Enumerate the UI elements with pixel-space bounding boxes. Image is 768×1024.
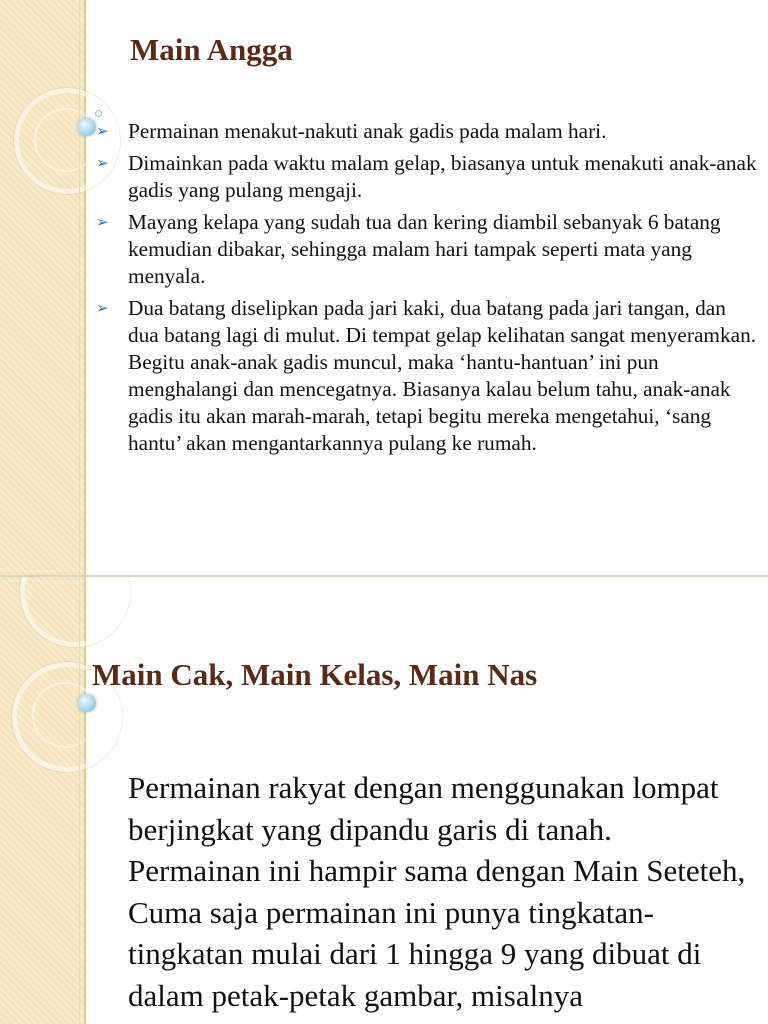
bullet-item [96,295,758,457]
decorative-bubble [78,694,96,712]
decorative-bubble [78,118,96,136]
decorative-ring-inner [32,682,98,748]
bullet-text: Mayang kelapa yang sudah tua dan kering diambil sebanyak 6 batang kemudian dibakar, sehingga malam hari tampak seperti mata yang menyala. [128,210,721,288]
bullet-item [96,150,758,204]
bullet-item [96,118,758,145]
bullet-item [96,209,758,290]
bullet-text: Permainan menakut-nakuti anak gadis pada malam hari. [128,119,607,143]
bullet-arrow-icon: ➢ [96,122,109,140]
slide-paragraph: Permainan rakyat dengan menggunakan lompat berjingkat yang dipandu garis di tanah. Permainan ini hampir sama dengan Main Seteteh, Cuma saja permainan ini punya tingkatan-tingkatan mulai dari 1 hingga 9 yang dibuat di dalam petak-petak gambar, misalnya [128,770,746,1013]
decorative-ring-top [20,577,130,647]
slide-main-cak [0,577,768,1024]
bullet-arrow-icon: ➢ [96,213,109,231]
slide-title: Main Angga [130,32,293,67]
bullet-arrow-icon: ➢ [96,299,109,317]
bullet-arrow-icon: ➢ [96,154,109,172]
bullet-text: Dimainkan pada waktu malam gelap, biasanya untuk menakuti anak-anak gadis yang pulang mengaji. [128,151,757,202]
decorative-dot [95,110,102,117]
decorative-side-band [0,0,86,576]
slide-title: Main Cak, Main Kelas, Main Nas [92,657,538,692]
bullet-list [96,118,758,462]
bullet-text: Dua batang diselipkan pada jari kaki, dua batang pada jari tangan, dan dua batang lagi di mulut. Di tempat gelap kelihatan sangat menyeramkan. Begitu anak-anak gadis muncul, maka ‘hantu-hantuan’ ini pun menghalangi dan mencegatnya. Biasanya kalau belum tahu, anak-anak gadis itu akan marah-marah, tetapi begitu mereka mengetahui, ‘sang hantu’ akan mengantarkannya pulang ke rumah. [128,296,757,455]
decorative-side-band [0,577,86,1024]
